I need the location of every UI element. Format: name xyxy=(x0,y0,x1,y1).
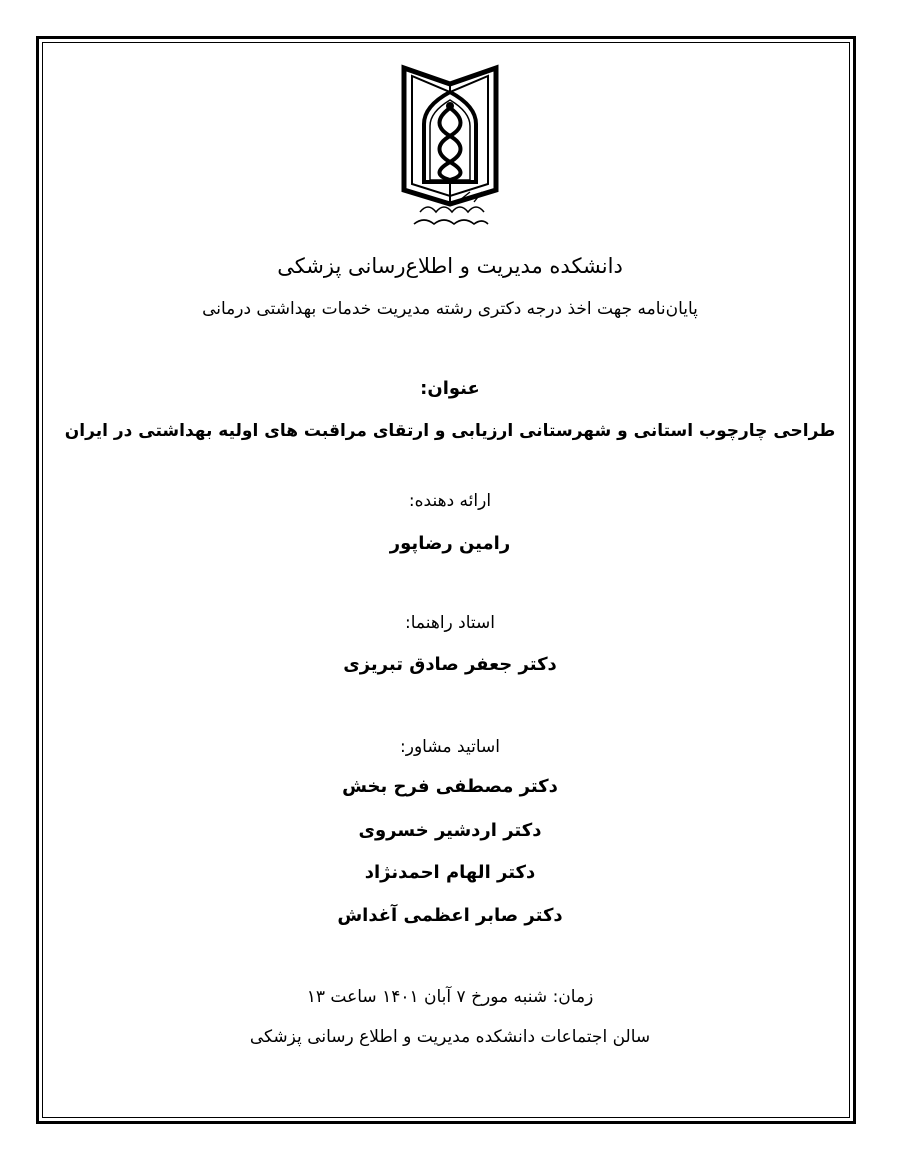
thesis-purpose: پایان‌نامه جهت اخذ درجه دکتری رشته مدیریت خدمات بهداشتی درمانی xyxy=(202,299,698,319)
defense-datetime: زمان: شنبه مورخ ۷ آبان ۱۴۰۱ ساعت ۱۳ xyxy=(306,987,594,1007)
supervisor-name: دکتر جعفر صادق تبریزی xyxy=(343,654,557,675)
advisor-name: دکتر مصطفی فرح بخش xyxy=(342,776,558,797)
presenter-name: رامین رضاپور xyxy=(389,533,511,554)
advisor-name: دکتر صابر اعظمی آغداش xyxy=(337,905,563,926)
supervisor-label: استاد راهنما: xyxy=(404,613,495,633)
university-emblem-icon xyxy=(390,62,510,232)
title-label: عنوان: xyxy=(420,378,480,399)
advisors-label: اساتید مشاور: xyxy=(400,737,500,757)
advisor-name: دکتر اردشیر خسروی xyxy=(358,820,542,841)
faculty-name: دانشکده مدیریت و اطلاع‌رسانی پزشکی xyxy=(277,254,623,278)
thesis-title: طراحی چارچوب استانی و شهرستانی ارزیابی و ارتقای مراقبت های اولیه بهداشتی در ایران xyxy=(64,421,836,441)
presenter-label: ارائه دهنده: xyxy=(408,491,492,511)
advisor-name: دکتر الهام احمدنژاد xyxy=(364,862,536,883)
defense-venue: سالن اجتماعات دانشکده مدیریت و اطلاع رسانی پزشکی xyxy=(249,1027,651,1047)
